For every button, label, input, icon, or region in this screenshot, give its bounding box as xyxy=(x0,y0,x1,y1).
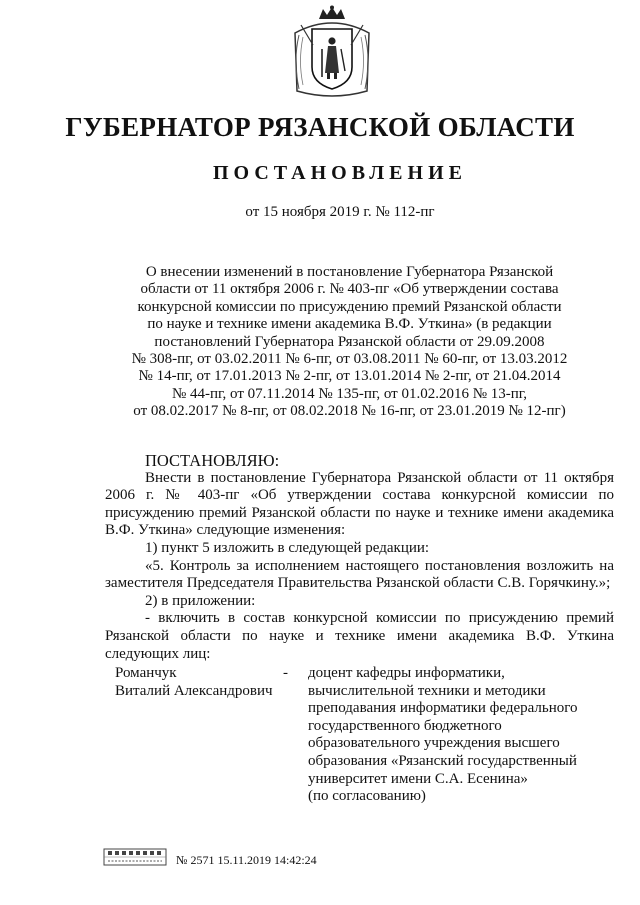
date-number: от 15 ноября 2019 г. № 112-пг xyxy=(245,204,435,220)
item-1: 1) пункт 5 изложить в следующей редакции: xyxy=(145,539,430,556)
role-line: вычислительной техники и методики xyxy=(308,682,546,699)
ryazan-coat-of-arms-icon xyxy=(289,5,375,101)
subject-title xyxy=(112,264,587,421)
role-line: доцент кафедры информатики, xyxy=(308,665,505,681)
subject-line: О внесении изменений в постановление Губернатора Рязанской xyxy=(145,264,554,280)
document-type: ПОСТАНОВЛЕНИЕ xyxy=(213,162,467,184)
role-line: преподавания информатики федерального xyxy=(308,700,578,717)
subject-line: от 08.02.2017 № 8-пг, от 08.02.2018 № 16-пг, от 23.01.2019 № 12-пг) xyxy=(133,403,566,420)
member-surname: Романчук xyxy=(115,665,177,681)
subject-line: области от 11 октября 2006 г. № 403-пг «Об утверждении состава xyxy=(140,281,559,298)
member-name xyxy=(115,665,285,700)
document-body xyxy=(105,452,614,663)
item-1-text: «5. Контроль за исполнением настоящего постановления возложить на заместителя Председателя Правительства Рязанской области С.В. Горячкину.»; xyxy=(105,557,614,592)
subject-line: № 44-пг, от 07.11.2014 № 135-пг, от 01.02.2016 № 13-пг, xyxy=(171,385,528,402)
role-line: образования «Рязанский государственный xyxy=(308,752,577,769)
registration-number: № 2571 15.11.2019 14:42:24 xyxy=(176,853,317,867)
subject-line: постановлений Губернатора Рязанской области от 29.09.2008 xyxy=(154,333,545,350)
subject-line: конкурсной комиссии по присуждению премий Рязанской области xyxy=(137,298,562,315)
role-line: государственного бюджетного xyxy=(308,717,502,734)
decree-word: ПОСТАНОВЛЯЮ: xyxy=(145,451,280,470)
member-given-names: Виталий Александрович xyxy=(115,682,273,699)
member-role xyxy=(308,665,608,806)
subject-line: по науке и технике имени академика В.Ф. Уткина» (в редакции xyxy=(147,316,552,333)
member-dash: - xyxy=(283,665,288,681)
item-2-text: - включить в состав конкурсной комиссии по присуждению премий Рязанской области по науке и технике имени академика В.Ф. Уткина следующих лиц: xyxy=(105,610,614,662)
organization-title: ГУБЕРНАТОР РЯЗАНСКОЙ ОБЛАСТИ xyxy=(65,112,575,142)
intro-paragraph: Внести в постановление Губернатора Рязанской области от 11 октября 2006 г. № 403-пг «Об утверждении состава конкурсной комиссии по присуждению премий Рязанской области по науке и технике имени академика В.Ф. Уткина» следующие изменения: xyxy=(105,469,614,539)
subject-line: № 14-пг, от 17.01.2013 № 2-пг, от 13.01.2014 № 2-пг, от 21.04.2014 xyxy=(138,368,561,385)
role-line: образовательного учреждения высшего xyxy=(308,735,560,752)
subject-line: № 308-пг, от 03.02.2011 № 6-пг, от 03.08.2011 № 60-пг, от 13.03.2012 xyxy=(131,351,568,368)
role-line: (по согласованию) xyxy=(308,788,426,805)
registry-stamp-icon xyxy=(103,848,167,866)
role-line: университет имени С.А. Есенина» xyxy=(308,770,528,787)
item-2: 2) в приложении: xyxy=(145,592,256,609)
